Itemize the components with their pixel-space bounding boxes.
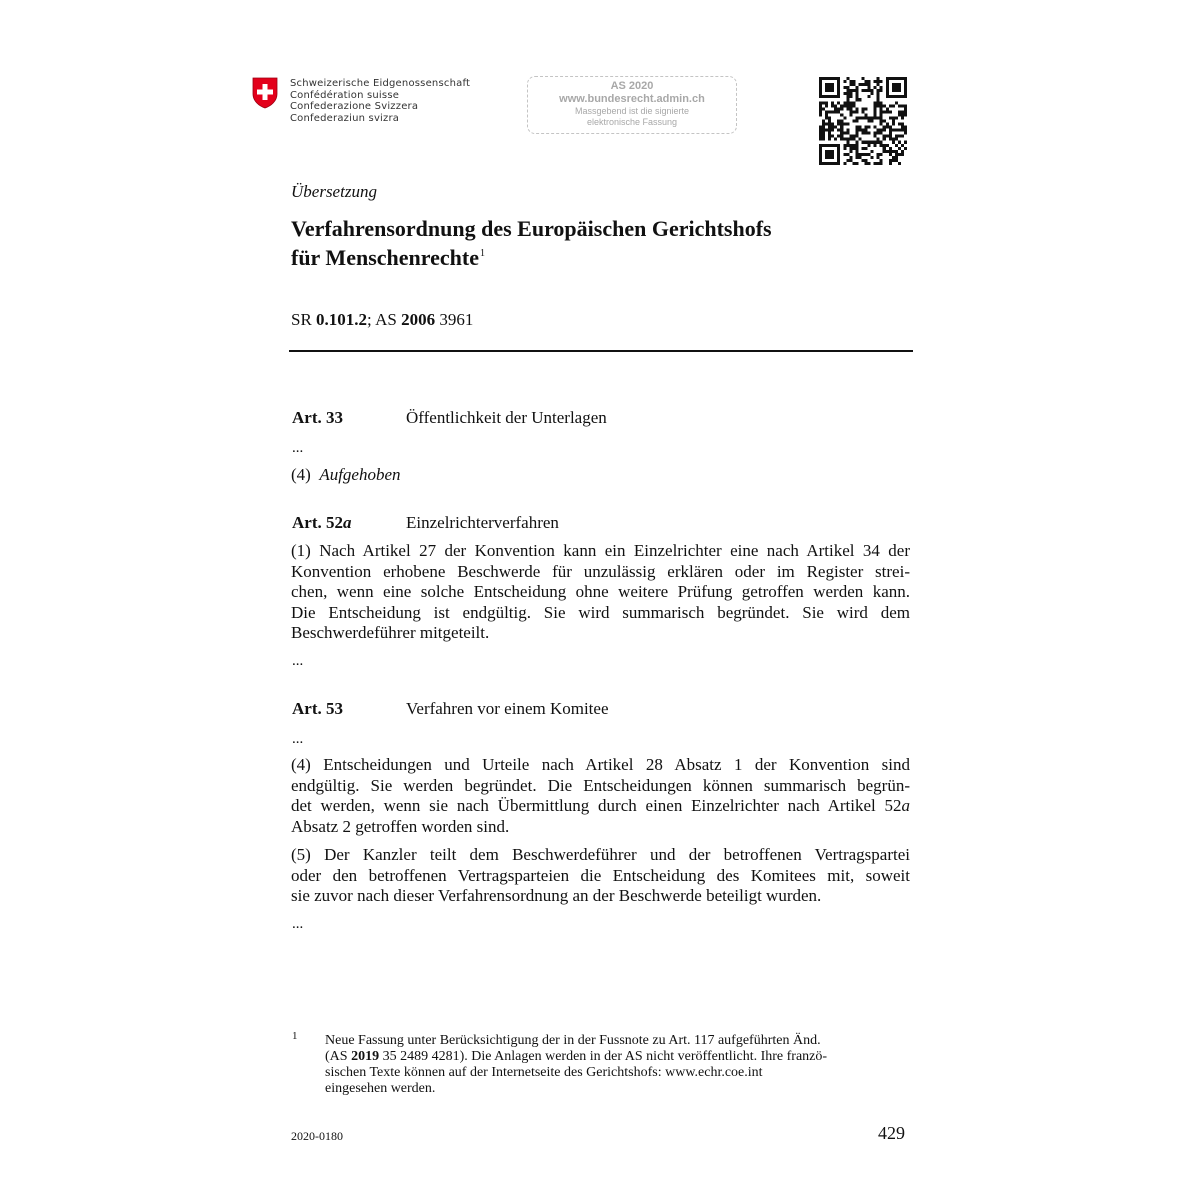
article-number: Art. 53	[292, 699, 343, 718]
paragraph-line: Die Entscheidung ist endgültig. Sie wird summarisch begründet. Sie wird dem	[291, 602, 910, 622]
qr-modules	[819, 77, 907, 165]
paragraph-line: (5) Der Kanzler teilt dem Beschwerdeführer und der betroffenen Vertragspartei	[291, 845, 910, 864]
paragraph-line: Beschwerdeführer mitgeteilt.	[291, 623, 490, 643]
confederation-name-rm: Confederaziun svizra	[290, 112, 400, 124]
as-year: 2006	[401, 310, 436, 329]
article-title: Einzelrichterverfahren	[406, 513, 559, 532]
title-footnote-ref: 1	[479, 248, 485, 259]
stamp-note-2: elektronische Fassung	[586, 117, 678, 127]
footnote-line	[325, 1049, 911, 1065]
item-number: (4)	[291, 465, 311, 484]
paragraph-line: chen, wenn eine solche Entscheidung ohne weitere Prüfung getroffen werden kann.	[291, 582, 910, 602]
footnote-number: 1	[292, 1030, 298, 1042]
as-stamp	[527, 76, 737, 134]
paragraph-line: endgültig. Sie werden begründet. Die Entscheidungen können summarisch begrün-	[291, 775, 910, 795]
divider	[289, 350, 913, 352]
document-title	[291, 216, 772, 270]
footnote-as-year: 2019	[351, 1049, 380, 1064]
confederation-name-de: Schweizerische Eidgenossenschaft	[290, 78, 471, 89]
page-number: 429	[878, 1123, 905, 1143]
paragraph-line: Konvention erhobene Beschwerde für unzulässig erklären oder im Register strei-	[291, 561, 910, 581]
article-title: Öffentlichkeit der Unterlagen	[406, 408, 607, 427]
stamp-note-1: Massgebend ist die signierte	[574, 106, 690, 116]
paragraph-line: (4) Entscheidungen und Urteile nach Artikel 28 Absatz 1 der Konvention sind	[291, 755, 910, 774]
article-suffix: a	[901, 796, 910, 816]
article-52a-paragraph-1	[291, 541, 910, 644]
footnote-text	[325, 1033, 911, 1097]
article-title: Verfahren vor einem Komitee	[406, 699, 609, 718]
confederation-name-fr: Confédération suisse	[290, 89, 400, 101]
footnote-line-pre: (AS	[325, 1049, 352, 1064]
article-number: Art. 33	[292, 408, 343, 427]
article-53-paragraph-4	[291, 755, 910, 837]
as-page: 3961	[435, 310, 474, 329]
document-number: 2020-0180	[291, 1129, 343, 1143]
article-53-heading	[292, 699, 609, 719]
footnote-line-post: 35 2489 4281). Die Anlagen werden in der AS nicht veröffentlicht. Ihre franzö-	[379, 1049, 828, 1064]
swiss-coat-of-arms-icon	[252, 77, 278, 109]
sr-reference	[291, 310, 473, 330]
article-number	[292, 513, 406, 533]
article-52a-heading	[292, 513, 559, 533]
footnote-line: eingesehen werden.	[325, 1081, 436, 1096]
article-number-base: Art. 52	[292, 513, 343, 532]
paragraph-line: Absatz 2 getroffen worden sind.	[291, 816, 510, 836]
footnote-line: sischen Texte können auf der Internetseite des Gerichtshofs: www.echr.coe.int	[325, 1065, 763, 1080]
omission-marker: ...	[292, 440, 304, 456]
paragraph-line	[291, 796, 910, 817]
omission-marker: ...	[292, 916, 304, 932]
footnote-line: Neue Fassung unter Berücksichtigung der in der Fussnote zu Art. 117 aufgeführten Änd.	[325, 1033, 821, 1048]
paragraph-line: (1) Nach Artikel 27 der Konvention kann ein Einzelrichter eine nach Artikel 34 der	[291, 541, 910, 560]
article-number-suffix: a	[342, 513, 352, 532]
qr-code-icon	[818, 77, 908, 165]
paragraph-line: sie zuvor nach dieser Verfahrensordnung an der Beschwerde beteiligt wurden.	[291, 886, 822, 906]
confederation-names	[290, 78, 470, 124]
paragraph-line-text: det werden, wenn sie nach Übermittlung durch einen Einzelrichter nach Artikel 52	[291, 796, 902, 816]
article-33-heading	[292, 408, 607, 428]
title-line-2	[291, 241, 772, 270]
translation-label: Übersetzung	[291, 182, 377, 201]
article-33-item-4	[291, 465, 401, 485]
sr-sep: ; AS	[367, 310, 402, 329]
stamp-url: www.bundesrecht.admin.ch	[559, 93, 705, 105]
sr-prefix: SR	[291, 310, 317, 329]
title-line-1: Verfahrensordnung des Europäischen Gerichtshofs	[291, 216, 772, 241]
omission-marker: ...	[292, 653, 304, 669]
item-text: Aufgehoben	[319, 465, 401, 484]
confederation-name-it: Confederazione Svizzera	[290, 101, 419, 113]
omission-marker: ...	[292, 731, 304, 747]
sr-number: 0.101.2	[316, 310, 368, 329]
article-53-paragraph-5	[291, 845, 910, 907]
paragraph-line: oder den betroffenen Vertragsparteien die Entscheidung des Komitees mit, soweit	[291, 865, 910, 885]
stamp-collection: AS 2020	[610, 80, 654, 92]
title-line-2-text: für Menschenrechte	[291, 245, 479, 270]
